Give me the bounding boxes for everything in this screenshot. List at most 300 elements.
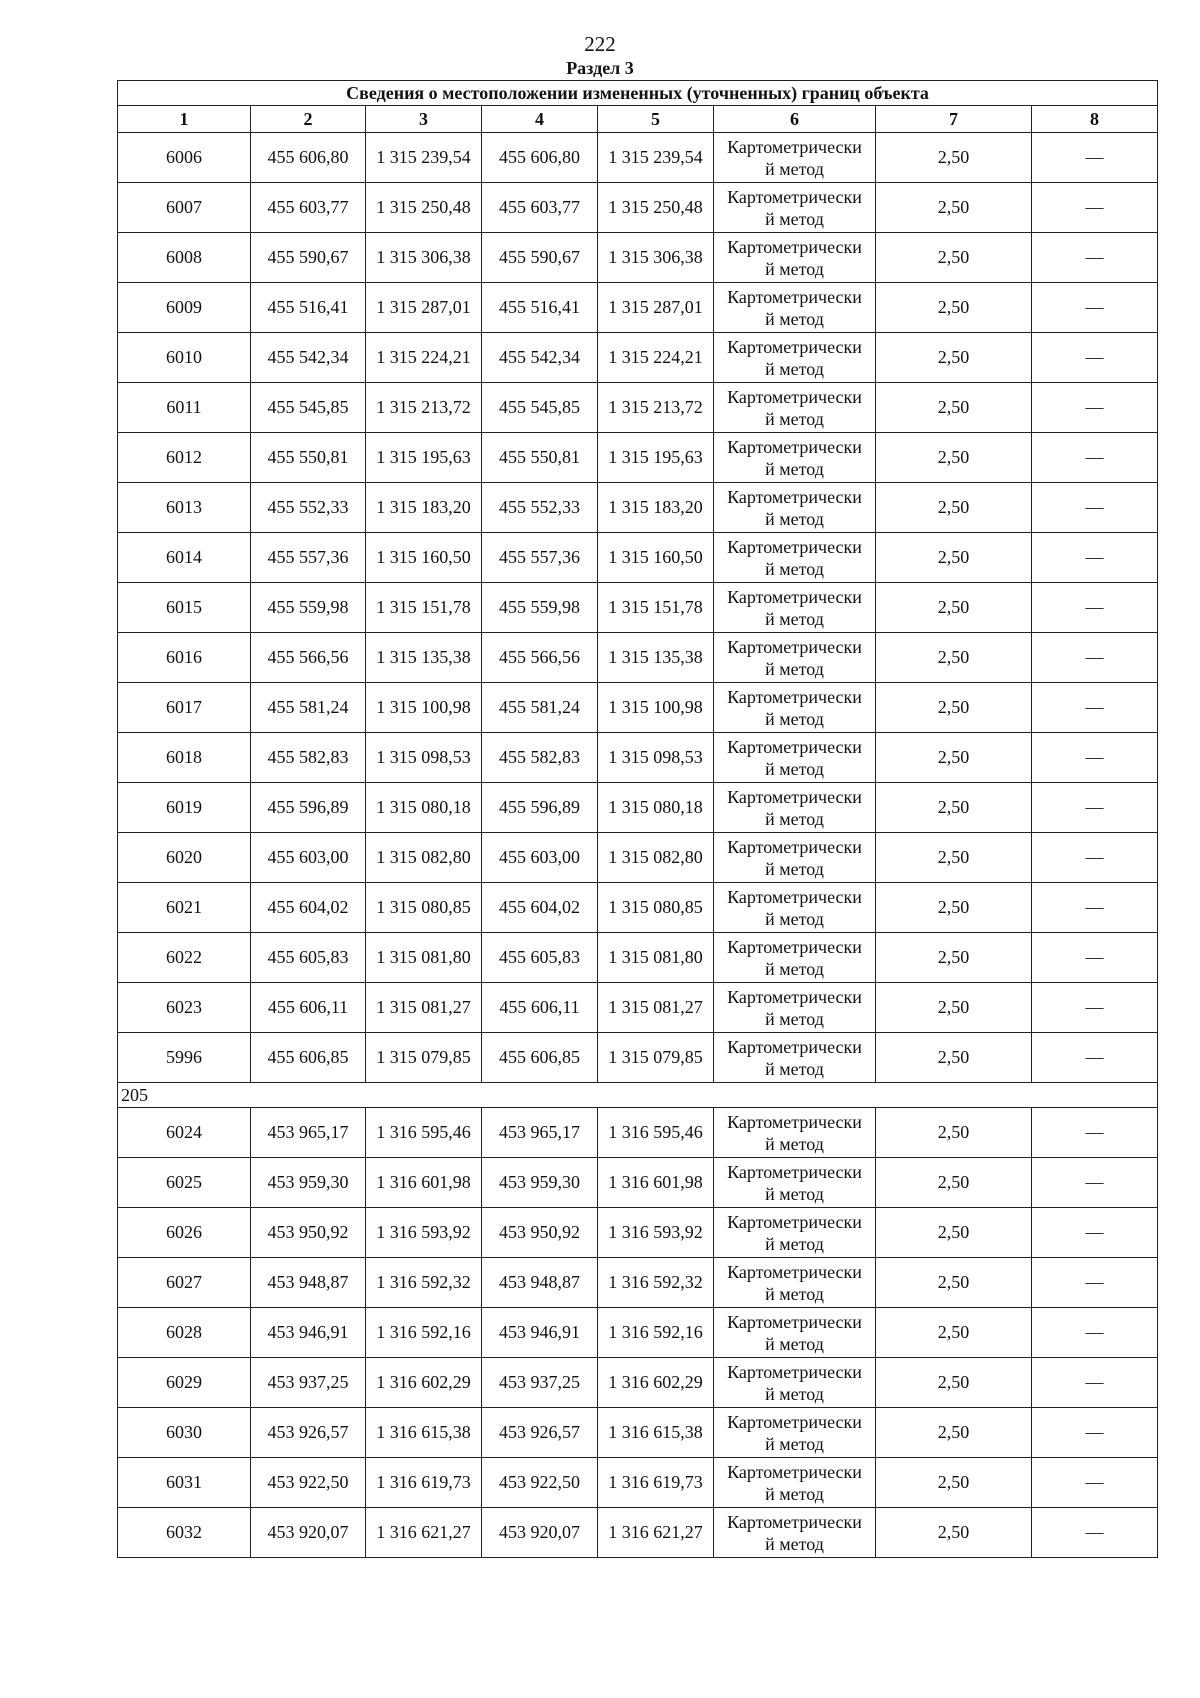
y-new-coordinate-cell: 1 316 593,92 bbox=[598, 1208, 714, 1258]
y-new-coordinate-cell: 1 316 595,46 bbox=[598, 1108, 714, 1158]
y-new-coordinate-cell: 1 315 213,72 bbox=[598, 383, 714, 433]
x-coordinate-cell: 453 948,87 bbox=[251, 1258, 366, 1308]
point-number-cell: 6012 bbox=[118, 433, 251, 483]
table-row bbox=[118, 483, 1158, 533]
group-label: 205 bbox=[118, 1083, 1158, 1108]
accuracy-cell: 2,50 bbox=[876, 383, 1032, 433]
x-coordinate-cell: 455 582,83 bbox=[251, 733, 366, 783]
boundary-table bbox=[117, 80, 1158, 1558]
method-text-line: й метод bbox=[765, 1533, 824, 1554]
method-text-line: Картометрически bbox=[727, 686, 862, 707]
y-coordinate-cell: 1 315 213,72 bbox=[366, 383, 482, 433]
x-coordinate-cell: 455 581,24 bbox=[251, 683, 366, 733]
point-number-cell: 6022 bbox=[118, 933, 251, 983]
y-new-coordinate-cell: 1 315 098,53 bbox=[598, 733, 714, 783]
accuracy-cell: 2,50 bbox=[876, 833, 1032, 883]
x-coordinate-cell: 455 606,85 bbox=[251, 1033, 366, 1083]
x-coordinate-cell: 455 557,36 bbox=[251, 533, 366, 583]
table-row bbox=[118, 1408, 1158, 1458]
x-new-coordinate-cell: 453 922,50 bbox=[482, 1458, 598, 1508]
x-new-coordinate-cell: 455 550,81 bbox=[482, 433, 598, 483]
table-row bbox=[118, 283, 1158, 333]
table-row bbox=[118, 1258, 1158, 1308]
x-coordinate-cell: 453 946,91 bbox=[251, 1308, 366, 1358]
method-text-line: й метод bbox=[765, 158, 824, 179]
note-cell: — bbox=[1032, 1408, 1158, 1458]
method-cell bbox=[714, 783, 876, 833]
x-new-coordinate-cell: 455 590,67 bbox=[482, 233, 598, 283]
method-text-line: й метод bbox=[765, 1183, 824, 1204]
accuracy-cell: 2,50 bbox=[876, 533, 1032, 583]
method-text-line: Картометрически bbox=[727, 986, 862, 1007]
point-number-cell: 6017 bbox=[118, 683, 251, 733]
x-new-coordinate-cell: 455 603,77 bbox=[482, 183, 598, 233]
y-new-coordinate-cell: 1 315 224,21 bbox=[598, 333, 714, 383]
column-number: 5 bbox=[598, 106, 714, 133]
table-row bbox=[118, 383, 1158, 433]
table-row bbox=[118, 583, 1158, 633]
x-new-coordinate-cell: 455 582,83 bbox=[482, 733, 598, 783]
table-row bbox=[118, 533, 1158, 583]
method-text-line: й метод bbox=[765, 1383, 824, 1404]
method-text-line: Картометрически bbox=[727, 836, 862, 857]
y-coordinate-cell: 1 315 079,85 bbox=[366, 1033, 482, 1083]
x-coordinate-cell: 455 606,11 bbox=[251, 983, 366, 1033]
x-new-coordinate-cell: 455 603,00 bbox=[482, 833, 598, 883]
y-coordinate-cell: 1 316 593,92 bbox=[366, 1208, 482, 1258]
y-new-coordinate-cell: 1 315 081,80 bbox=[598, 933, 714, 983]
method-text-line: Картометрически bbox=[727, 1261, 862, 1282]
x-new-coordinate-cell: 455 596,89 bbox=[482, 783, 598, 833]
point-number-cell: 6029 bbox=[118, 1358, 251, 1408]
method-cell bbox=[714, 833, 876, 883]
method-text-line: Картометрически bbox=[727, 286, 862, 307]
point-number-cell: 6006 bbox=[118, 133, 251, 183]
accuracy-cell: 2,50 bbox=[876, 983, 1032, 1033]
method-text-line: Картометрически bbox=[727, 1211, 862, 1232]
y-coordinate-cell: 1 315 224,21 bbox=[366, 333, 482, 383]
x-new-coordinate-cell: 455 545,85 bbox=[482, 383, 598, 433]
method-text-line: Картометрически bbox=[727, 1036, 862, 1057]
method-text-line: Картометрически bbox=[727, 386, 862, 407]
group-label-row bbox=[118, 1083, 1158, 1108]
method-text-line: Картометрически bbox=[727, 936, 862, 957]
page-number: 222 bbox=[584, 32, 616, 56]
x-new-coordinate-cell: 453 948,87 bbox=[482, 1258, 598, 1308]
method-text-line: й метод bbox=[765, 1233, 824, 1254]
y-coordinate-cell: 1 315 195,63 bbox=[366, 433, 482, 483]
method-cell bbox=[714, 533, 876, 583]
table-body bbox=[118, 133, 1158, 1558]
accuracy-cell: 2,50 bbox=[876, 333, 1032, 383]
table-row bbox=[118, 883, 1158, 933]
x-new-coordinate-cell: 453 965,17 bbox=[482, 1108, 598, 1158]
x-new-coordinate-cell: 455 605,83 bbox=[482, 933, 598, 983]
y-new-coordinate-cell: 1 316 619,73 bbox=[598, 1458, 714, 1508]
method-text-line: й метод bbox=[765, 608, 824, 629]
method-text-line: Картометрически bbox=[727, 886, 862, 907]
accuracy-cell: 2,50 bbox=[876, 883, 1032, 933]
note-cell: — bbox=[1032, 483, 1158, 533]
point-number-cell: 6011 bbox=[118, 383, 251, 433]
point-number-cell: 6025 bbox=[118, 1158, 251, 1208]
table-row bbox=[118, 1308, 1158, 1358]
method-text-line: Картометрически bbox=[727, 636, 862, 657]
y-new-coordinate-cell: 1 315 151,78 bbox=[598, 583, 714, 633]
y-coordinate-cell: 1 316 621,27 bbox=[366, 1508, 482, 1558]
y-new-coordinate-cell: 1 315 079,85 bbox=[598, 1033, 714, 1083]
note-cell: — bbox=[1032, 1108, 1158, 1158]
method-cell bbox=[714, 733, 876, 783]
table-row bbox=[118, 1108, 1158, 1158]
method-text-line: й метод bbox=[765, 508, 824, 529]
x-coordinate-cell: 453 959,30 bbox=[251, 1158, 366, 1208]
y-new-coordinate-cell: 1 315 195,63 bbox=[598, 433, 714, 483]
accuracy-cell: 2,50 bbox=[876, 1358, 1032, 1408]
accuracy-cell: 2,50 bbox=[876, 1208, 1032, 1258]
accuracy-cell: 2,50 bbox=[876, 283, 1032, 333]
note-cell: — bbox=[1032, 683, 1158, 733]
method-cell bbox=[714, 1308, 876, 1358]
x-coordinate-cell: 455 516,41 bbox=[251, 283, 366, 333]
method-text-line: й метод bbox=[765, 858, 824, 879]
x-coordinate-cell: 455 606,80 bbox=[251, 133, 366, 183]
method-text-line: й метод bbox=[765, 1058, 824, 1079]
y-coordinate-cell: 1 315 100,98 bbox=[366, 683, 482, 733]
method-text-line: й метод bbox=[765, 1008, 824, 1029]
method-cell bbox=[714, 1258, 876, 1308]
x-coordinate-cell: 455 604,02 bbox=[251, 883, 366, 933]
x-coordinate-cell: 453 926,57 bbox=[251, 1408, 366, 1458]
point-number-cell: 6009 bbox=[118, 283, 251, 333]
x-coordinate-cell: 455 550,81 bbox=[251, 433, 366, 483]
point-number-cell: 6008 bbox=[118, 233, 251, 283]
x-coordinate-cell: 453 950,92 bbox=[251, 1208, 366, 1258]
y-coordinate-cell: 1 315 135,38 bbox=[366, 633, 482, 683]
accuracy-cell: 2,50 bbox=[876, 633, 1032, 683]
table-row bbox=[118, 1158, 1158, 1208]
point-number-cell: 5996 bbox=[118, 1033, 251, 1083]
y-coordinate-cell: 1 316 615,38 bbox=[366, 1408, 482, 1458]
method-text-line: й метод bbox=[765, 958, 824, 979]
y-new-coordinate-cell: 1 316 602,29 bbox=[598, 1358, 714, 1408]
y-new-coordinate-cell: 1 315 082,80 bbox=[598, 833, 714, 883]
y-new-coordinate-cell: 1 315 135,38 bbox=[598, 633, 714, 683]
method-text-line: Картометрически bbox=[727, 186, 862, 207]
y-coordinate-cell: 1 315 098,53 bbox=[366, 733, 482, 783]
table-row bbox=[118, 133, 1158, 183]
method-text-line: й метод bbox=[765, 358, 824, 379]
method-text-line: Картометрически bbox=[727, 736, 862, 757]
note-cell: — bbox=[1032, 1508, 1158, 1558]
x-coordinate-cell: 455 605,83 bbox=[251, 933, 366, 983]
point-number-cell: 6016 bbox=[118, 633, 251, 683]
table-row bbox=[118, 433, 1158, 483]
x-coordinate-cell: 453 965,17 bbox=[251, 1108, 366, 1158]
y-new-coordinate-cell: 1 316 615,38 bbox=[598, 1408, 714, 1458]
x-coordinate-cell: 453 920,07 bbox=[251, 1508, 366, 1558]
point-number-cell: 6028 bbox=[118, 1308, 251, 1358]
point-number-cell: 6031 bbox=[118, 1458, 251, 1508]
method-text-line: Картометрически bbox=[727, 786, 862, 807]
method-text-line: Картометрически bbox=[727, 436, 862, 457]
method-text-line: й метод bbox=[765, 308, 824, 329]
method-text-line: Картометрически bbox=[727, 1361, 862, 1382]
method-text-line: Картометрически bbox=[727, 136, 862, 157]
accuracy-cell: 2,50 bbox=[876, 233, 1032, 283]
x-new-coordinate-cell: 453 937,25 bbox=[482, 1358, 598, 1408]
method-cell bbox=[714, 633, 876, 683]
point-number-cell: 6007 bbox=[118, 183, 251, 233]
note-cell: — bbox=[1032, 1308, 1158, 1358]
point-number-cell: 6010 bbox=[118, 333, 251, 383]
y-coordinate-cell: 1 316 595,46 bbox=[366, 1108, 482, 1158]
note-cell: — bbox=[1032, 783, 1158, 833]
note-cell: — bbox=[1032, 233, 1158, 283]
point-number-cell: 6013 bbox=[118, 483, 251, 533]
x-new-coordinate-cell: 453 959,30 bbox=[482, 1158, 598, 1208]
note-cell: — bbox=[1032, 383, 1158, 433]
x-coordinate-cell: 455 596,89 bbox=[251, 783, 366, 833]
method-cell bbox=[714, 333, 876, 383]
y-new-coordinate-cell: 1 315 080,85 bbox=[598, 883, 714, 933]
point-number-cell: 6027 bbox=[118, 1258, 251, 1308]
y-coordinate-cell: 1 316 601,98 bbox=[366, 1158, 482, 1208]
accuracy-cell: 2,50 bbox=[876, 683, 1032, 733]
method-text-line: Картометрически bbox=[727, 1311, 862, 1332]
note-cell: — bbox=[1032, 333, 1158, 383]
method-text-line: Картометрически bbox=[727, 1461, 862, 1482]
method-text-line: й метод bbox=[765, 458, 824, 479]
method-text-line: й метод bbox=[765, 1133, 824, 1154]
table-row bbox=[118, 1458, 1158, 1508]
method-text-line: й метод bbox=[765, 258, 824, 279]
y-new-coordinate-cell: 1 315 250,48 bbox=[598, 183, 714, 233]
note-cell: — bbox=[1032, 1258, 1158, 1308]
accuracy-cell: 2,50 bbox=[876, 583, 1032, 633]
method-cell bbox=[714, 1458, 876, 1508]
y-coordinate-cell: 1 315 183,20 bbox=[366, 483, 482, 533]
table-caption: Сведения о местоположении измененных (уточненных) границ объекта bbox=[118, 81, 1158, 106]
x-coordinate-cell: 455 542,34 bbox=[251, 333, 366, 383]
method-cell bbox=[714, 1508, 876, 1558]
x-coordinate-cell: 455 545,85 bbox=[251, 383, 366, 433]
method-cell bbox=[714, 1108, 876, 1158]
method-text-line: й метод bbox=[765, 1483, 824, 1504]
point-number-cell: 6024 bbox=[118, 1108, 251, 1158]
method-text-line: й метод bbox=[765, 208, 824, 229]
y-new-coordinate-cell: 1 316 621,27 bbox=[598, 1508, 714, 1558]
point-number-cell: 6014 bbox=[118, 533, 251, 583]
x-coordinate-cell: 453 937,25 bbox=[251, 1358, 366, 1408]
method-text-line: й метод bbox=[765, 1333, 824, 1354]
y-coordinate-cell: 1 315 081,27 bbox=[366, 983, 482, 1033]
method-text-line: й метод bbox=[765, 1433, 824, 1454]
x-coordinate-cell: 455 590,67 bbox=[251, 233, 366, 283]
method-text-line: Картометрически bbox=[727, 236, 862, 257]
method-cell bbox=[714, 583, 876, 633]
y-new-coordinate-cell: 1 315 306,38 bbox=[598, 233, 714, 283]
accuracy-cell: 2,50 bbox=[876, 733, 1032, 783]
x-new-coordinate-cell: 455 552,33 bbox=[482, 483, 598, 533]
point-number-cell: 6032 bbox=[118, 1508, 251, 1558]
x-coordinate-cell: 455 552,33 bbox=[251, 483, 366, 533]
method-cell bbox=[714, 133, 876, 183]
y-coordinate-cell: 1 316 592,32 bbox=[366, 1258, 482, 1308]
column-number: 3 bbox=[366, 106, 482, 133]
method-text-line: Картометрически bbox=[727, 1161, 862, 1182]
method-text-line: й метод bbox=[765, 408, 824, 429]
note-cell: — bbox=[1032, 633, 1158, 683]
accuracy-cell: 2,50 bbox=[876, 1158, 1032, 1208]
note-cell: — bbox=[1032, 983, 1158, 1033]
method-text-line: й метод bbox=[765, 908, 824, 929]
method-cell bbox=[714, 383, 876, 433]
x-coordinate-cell: 453 922,50 bbox=[251, 1458, 366, 1508]
method-cell bbox=[714, 1158, 876, 1208]
y-new-coordinate-cell: 1 315 239,54 bbox=[598, 133, 714, 183]
table-row bbox=[118, 983, 1158, 1033]
table-row bbox=[118, 183, 1158, 233]
y-coordinate-cell: 1 315 287,01 bbox=[366, 283, 482, 333]
accuracy-cell: 2,50 bbox=[876, 933, 1032, 983]
x-new-coordinate-cell: 455 606,11 bbox=[482, 983, 598, 1033]
x-coordinate-cell: 455 603,00 bbox=[251, 833, 366, 883]
y-coordinate-cell: 1 315 080,18 bbox=[366, 783, 482, 833]
y-coordinate-cell: 1 315 081,80 bbox=[366, 933, 482, 983]
y-new-coordinate-cell: 1 315 160,50 bbox=[598, 533, 714, 583]
method-cell bbox=[714, 483, 876, 533]
method-cell bbox=[714, 1033, 876, 1083]
accuracy-cell: 2,50 bbox=[876, 1408, 1032, 1458]
x-new-coordinate-cell: 453 920,07 bbox=[482, 1508, 598, 1558]
method-text-line: Картометрически bbox=[727, 336, 862, 357]
note-cell: — bbox=[1032, 733, 1158, 783]
y-coordinate-cell: 1 315 306,38 bbox=[366, 233, 482, 283]
method-cell bbox=[714, 1208, 876, 1258]
accuracy-cell: 2,50 bbox=[876, 1033, 1032, 1083]
method-text-line: й метод bbox=[765, 808, 824, 829]
accuracy-cell: 2,50 bbox=[876, 783, 1032, 833]
method-text-line: й метод bbox=[765, 558, 824, 579]
x-new-coordinate-cell: 455 516,41 bbox=[482, 283, 598, 333]
note-cell: — bbox=[1032, 833, 1158, 883]
y-coordinate-cell: 1 315 250,48 bbox=[366, 183, 482, 233]
accuracy-cell: 2,50 bbox=[876, 1258, 1032, 1308]
method-cell bbox=[714, 933, 876, 983]
y-new-coordinate-cell: 1 316 592,16 bbox=[598, 1308, 714, 1358]
table-row bbox=[118, 783, 1158, 833]
note-cell: — bbox=[1032, 1458, 1158, 1508]
note-cell: — bbox=[1032, 933, 1158, 983]
method-text-line: Картометрически bbox=[727, 536, 862, 557]
x-new-coordinate-cell: 455 581,24 bbox=[482, 683, 598, 733]
table-row bbox=[118, 1033, 1158, 1083]
method-text-line: Картометрически bbox=[727, 1411, 862, 1432]
x-new-coordinate-cell: 455 542,34 bbox=[482, 333, 598, 383]
method-text-line: Картометрически bbox=[727, 1511, 862, 1532]
column-number: 7 bbox=[876, 106, 1032, 133]
note-cell: — bbox=[1032, 1208, 1158, 1258]
y-coordinate-cell: 1 315 082,80 bbox=[366, 833, 482, 883]
method-cell bbox=[714, 983, 876, 1033]
method-text-line: Картометрически bbox=[727, 1111, 862, 1132]
accuracy-cell: 2,50 bbox=[876, 1308, 1032, 1358]
note-cell: — bbox=[1032, 283, 1158, 333]
method-cell bbox=[714, 883, 876, 933]
y-coordinate-cell: 1 315 151,78 bbox=[366, 583, 482, 633]
method-text-line: Картометрически bbox=[727, 486, 862, 507]
x-new-coordinate-cell: 455 566,56 bbox=[482, 633, 598, 683]
note-cell: — bbox=[1032, 883, 1158, 933]
x-new-coordinate-cell: 455 557,36 bbox=[482, 533, 598, 583]
column-number: 2 bbox=[251, 106, 366, 133]
method-text-line: й метод bbox=[765, 1283, 824, 1304]
note-cell: — bbox=[1032, 583, 1158, 633]
point-number-cell: 6023 bbox=[118, 983, 251, 1033]
table-row bbox=[118, 1358, 1158, 1408]
table-row bbox=[118, 333, 1158, 383]
accuracy-cell: 2,50 bbox=[876, 483, 1032, 533]
x-coordinate-cell: 455 559,98 bbox=[251, 583, 366, 633]
y-new-coordinate-cell: 1 316 601,98 bbox=[598, 1158, 714, 1208]
x-new-coordinate-cell: 453 946,91 bbox=[482, 1308, 598, 1358]
y-coordinate-cell: 1 316 619,73 bbox=[366, 1458, 482, 1508]
point-number-cell: 6019 bbox=[118, 783, 251, 833]
accuracy-cell: 2,50 bbox=[876, 1108, 1032, 1158]
table-row bbox=[118, 733, 1158, 783]
x-new-coordinate-cell: 453 926,57 bbox=[482, 1408, 598, 1458]
y-new-coordinate-cell: 1 315 080,18 bbox=[598, 783, 714, 833]
method-cell bbox=[714, 283, 876, 333]
note-cell: — bbox=[1032, 1358, 1158, 1408]
point-number-cell: 6018 bbox=[118, 733, 251, 783]
y-coordinate-cell: 1 315 160,50 bbox=[366, 533, 482, 583]
method-text-line: й метод bbox=[765, 758, 824, 779]
column-number: 1 bbox=[118, 106, 251, 133]
table-row bbox=[118, 833, 1158, 883]
column-number: 4 bbox=[482, 106, 598, 133]
point-number-cell: 6026 bbox=[118, 1208, 251, 1258]
note-cell: — bbox=[1032, 433, 1158, 483]
method-cell bbox=[714, 1358, 876, 1408]
table-row bbox=[118, 1208, 1158, 1258]
x-new-coordinate-cell: 453 950,92 bbox=[482, 1208, 598, 1258]
y-new-coordinate-cell: 1 315 100,98 bbox=[598, 683, 714, 733]
accuracy-cell: 2,50 bbox=[876, 433, 1032, 483]
method-cell bbox=[714, 1408, 876, 1458]
method-cell bbox=[714, 233, 876, 283]
accuracy-cell: 2,50 bbox=[876, 1458, 1032, 1508]
method-cell bbox=[714, 683, 876, 733]
table-row bbox=[118, 1508, 1158, 1558]
y-new-coordinate-cell: 1 315 287,01 bbox=[598, 283, 714, 333]
note-cell: — bbox=[1032, 1033, 1158, 1083]
method-cell bbox=[714, 183, 876, 233]
point-number-cell: 6015 bbox=[118, 583, 251, 633]
method-text-line: Картометрически bbox=[727, 586, 862, 607]
y-new-coordinate-cell: 1 315 183,20 bbox=[598, 483, 714, 533]
note-cell: — bbox=[1032, 133, 1158, 183]
point-number-cell: 6021 bbox=[118, 883, 251, 933]
method-text-line: й метод bbox=[765, 708, 824, 729]
accuracy-cell: 2,50 bbox=[876, 1508, 1032, 1558]
table-row bbox=[118, 233, 1158, 283]
point-number-cell: 6020 bbox=[118, 833, 251, 883]
accuracy-cell: 2,50 bbox=[876, 133, 1032, 183]
note-cell: — bbox=[1032, 183, 1158, 233]
column-number: 6 bbox=[714, 106, 876, 133]
